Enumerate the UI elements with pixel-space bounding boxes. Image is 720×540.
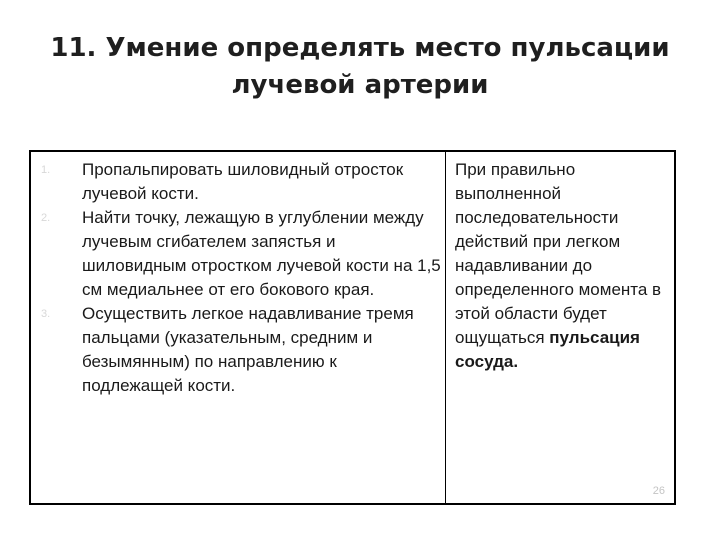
page-title (40, 30, 680, 104)
step-number: 1. (41, 164, 51, 176)
title-line-2: лучевой артерии (231, 70, 489, 100)
step-text: Найти точку, лежащую в углублении между лучевым сгибателем запястья и шиловидным отростком лучевой кости на 1,5 см медиальнее от его бокового края. (82, 208, 441, 299)
step-number: 2. (41, 212, 51, 224)
title-line-1: 11. Умение определять место пульсации (50, 33, 670, 63)
result-description (455, 158, 675, 374)
result-emphasis: пульсация сосуда. (455, 328, 640, 371)
list-item (31, 302, 441, 398)
column-divider (445, 152, 446, 503)
step-text: Пропальпировать шиловидный отросток лучевой кости. (82, 160, 404, 203)
steps-list (31, 158, 441, 398)
content-table (29, 150, 676, 505)
list-item (31, 158, 441, 206)
list-item (31, 206, 441, 302)
page-number: 26 (652, 485, 665, 497)
step-text: Осуществить легкое надавливание тремя пальцами (указательным, средним и безымянным) по направлению к подлежащей кости. (82, 304, 414, 395)
result-text: При правильно выполненной последовательности действий при легком надавливании до определенного момента в этой области будет ощущаться (455, 160, 662, 347)
step-number: 3. (41, 308, 51, 320)
